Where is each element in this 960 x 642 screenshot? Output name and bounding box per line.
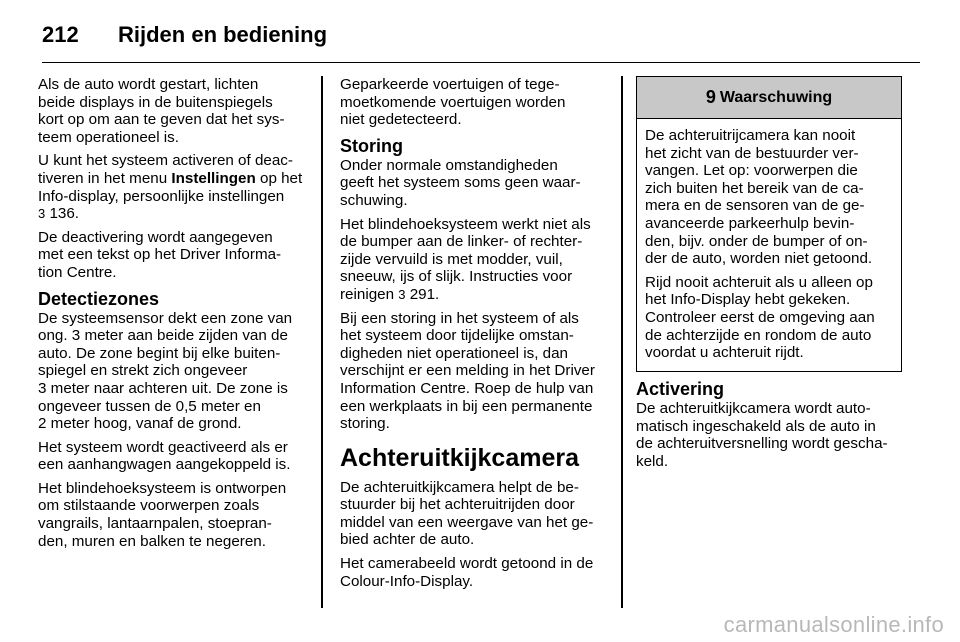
warning-title: Waarschuwing bbox=[719, 88, 833, 106]
paragraph-text: U kunt het systeem activeren of deac- tiveren in het menu bbox=[38, 152, 293, 187]
page-number: 212 bbox=[42, 22, 79, 47]
paragraph: Het camerabeeld wordt getoond in de Colour-Info-Display. bbox=[340, 555, 594, 590]
section-heading: Storing bbox=[340, 135, 403, 156]
paragraph: Geparkeerde voertuigen of tege- moetkomende voertuigen worden niet gedetecteerd. bbox=[340, 76, 566, 129]
text-column-2 bbox=[340, 76, 610, 596]
page-title: Rijden en bediening bbox=[118, 22, 328, 47]
paragraph: De achteruitkijkcamera helpt de be- stuurder bij het achteruitrijden door middel van een weergave van het ge- bied achter de auto. bbox=[340, 478, 594, 549]
warning-icon: 9 bbox=[705, 87, 716, 107]
text-column-1 bbox=[38, 76, 310, 556]
warning-paragraph: Rijd nooit achteruit als u alleen op het Info-Display hebt gekeken. Controleer eerst de omgeving aan de achterzijde en rondom de auto voordat u achteruit rijdt. bbox=[645, 273, 875, 362]
menu-name: Instellingen bbox=[171, 169, 256, 187]
page-reference: 291. bbox=[405, 285, 440, 303]
chapter-heading: Achteruitkijkcamera bbox=[340, 443, 580, 472]
section-heading: Detectiezones bbox=[38, 288, 160, 309]
column-divider bbox=[621, 76, 623, 608]
section-heading: Activering bbox=[636, 379, 725, 399]
page-header bbox=[42, 10, 920, 63]
paragraph: Als de auto wordt gestart, lichten beide displays in de buitenspiegels kort op om aan te geven dat het sys- teem operationeel is. bbox=[38, 76, 285, 146]
paragraph-text: Het blindehoeksysteem werkt niet als de bumper aan de linker- of rechter- zijde vervuild is met modder, vuil, sneeuw, ijs of slijk. Instructies voor reinigen bbox=[340, 215, 591, 303]
warning-paragraph: De achteruitrijcamera kan nooit het zicht van de bestuurder ver- vangen. Let op: voorwerpen die zich buiten het bereik van de ca- mera en de sensoren van de ge- avanceerde parkeerhulp bevin- den, bijv. onder de bumper of on- der de auto, worden niet getoond. bbox=[645, 127, 873, 268]
paragraph: De deactivering wordt aangegeven met een tekst op het Driver Informa- tion Centre. bbox=[38, 228, 282, 281]
paragraph: Onder normale omstandigheden geeft het systeem soms geen waar- schuwing. bbox=[340, 156, 581, 209]
text-column-3 bbox=[636, 378, 906, 476]
warning-box bbox=[636, 76, 902, 372]
paragraph: Bij een storing in het systeem of als het systeem door tijdelijke omstan- digheden niet operationeel is, dan verschijnt er een melding in het Driver Information Centre. Roep de hulp van een werkplaats in bij een permanente storing. bbox=[340, 309, 595, 433]
warning-header bbox=[637, 77, 901, 119]
paragraph: De achteruitkijkcamera wordt auto- matisch ingeschakeld als de auto in de achteruitversnelling wordt gescha- keld. bbox=[636, 400, 888, 470]
warning-body bbox=[637, 119, 901, 362]
paragraph-text: op het Info-display, persoonlijke instellingen bbox=[38, 169, 303, 205]
paragraph: Het systeem wordt geactiveerd als er een aanhangwagen aangekoppeld is. bbox=[38, 438, 291, 474]
column-divider bbox=[321, 76, 323, 608]
page-reference-icon: 3 bbox=[38, 206, 46, 222]
paragraph bbox=[340, 216, 610, 304]
watermark: carmanualsonline.info bbox=[723, 612, 944, 637]
page-reference: 136. bbox=[45, 205, 80, 223]
paragraph bbox=[38, 152, 310, 222]
paragraph: Het blindehoeksysteem is ontworpen om stilstaande voorwerpen zoals vangrails, lantaarnpalen, stoepran- den, muren en balken te negeren. bbox=[38, 479, 287, 550]
page-reference-icon: 3 bbox=[398, 286, 406, 302]
paragraph: De systeemsensor dekt een zone van ong. 3 meter aan beide zijden van de auto. De zone begint bij elke buiten- spiegel en strekt zich ongeveer 3 meter naar achteren uit. De zone is ongeveer tussen de 0,5 meter en 2 meter hoog, vanaf de grond. bbox=[38, 309, 293, 433]
